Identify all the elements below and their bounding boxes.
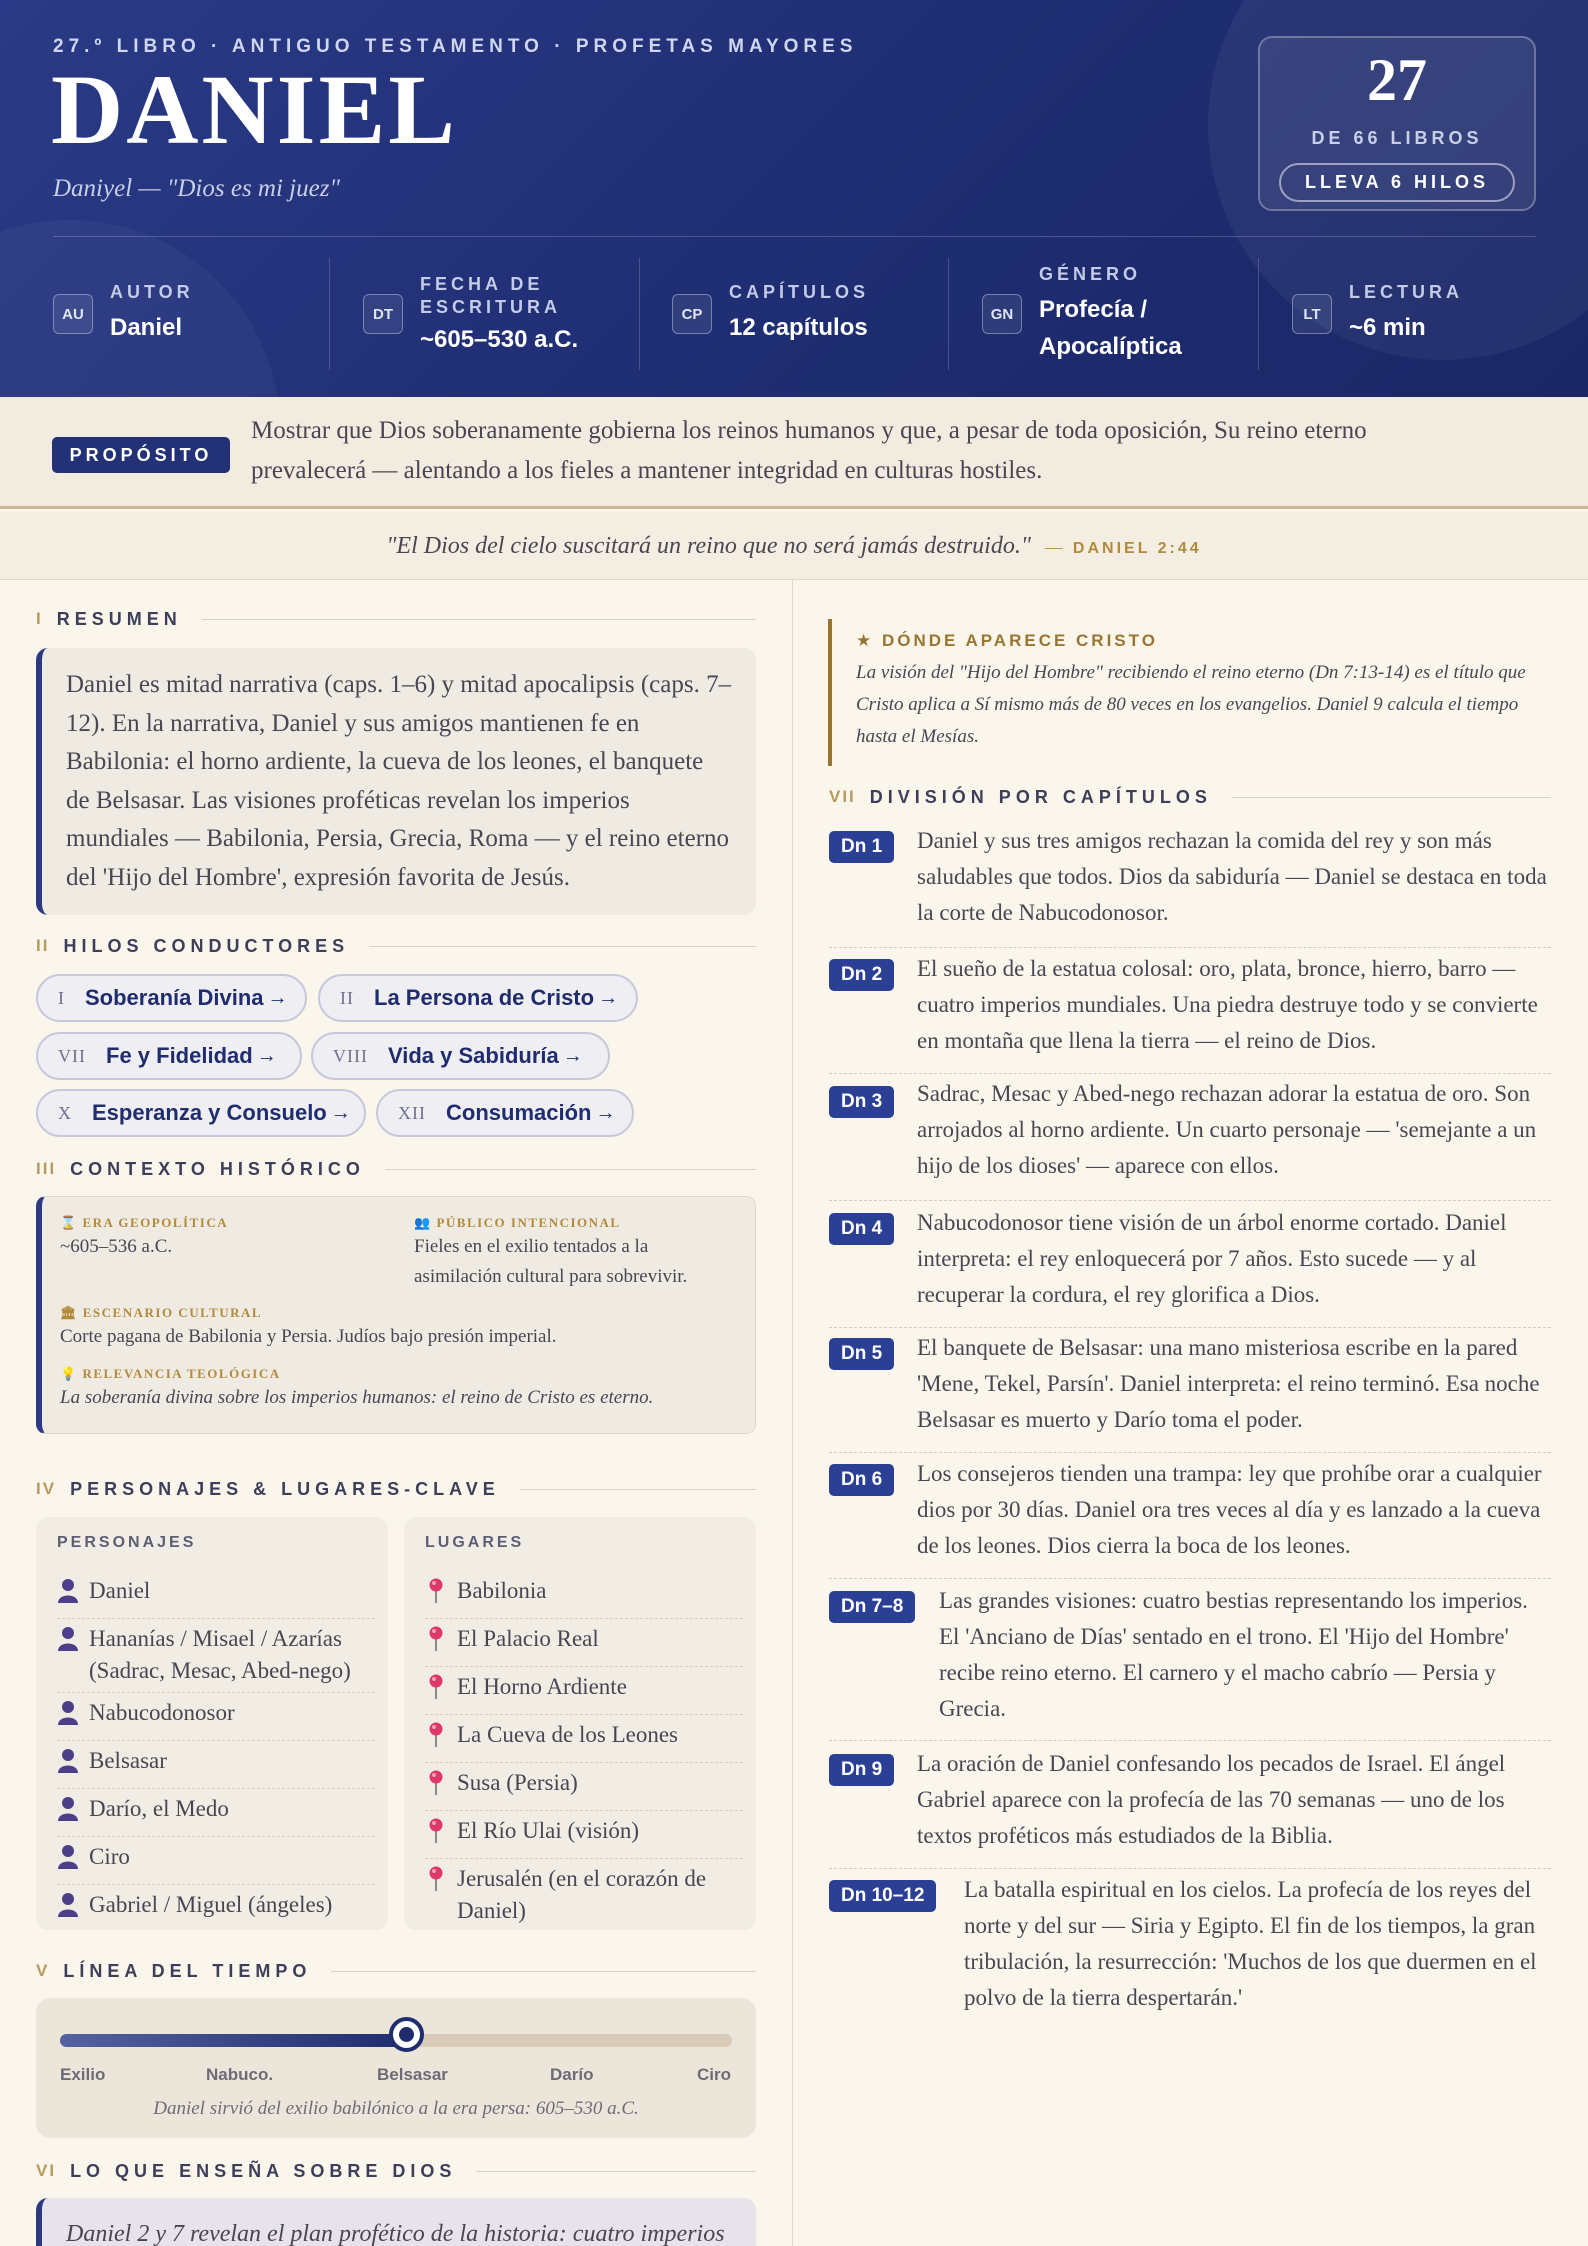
meta-value: ~6 min [1349, 313, 1426, 341]
book-eyebrow: 27.º LIBRO · ANTIGUO TESTAMENTO · PROFETAS MAYORES [53, 36, 858, 57]
meta-value: ~605–530 a.C. [420, 325, 579, 353]
chapter-ref-badge[interactable]: Dn 4 [829, 1213, 894, 1245]
thread-pill[interactable] [36, 974, 307, 1022]
relevance-label: 💡 RELEVANCIA TEOLÓGICA [60, 1366, 281, 1381]
section-header-ensena [36, 2157, 756, 2185]
chapter-summary: Las grandes visiones: cuatro bestias representando los imperios. El 'Anciano de Días' sentado en el trono. El 'Hijo del Hombre' recibe reino eterno. El carnero y el macho cabrío — Persia y Grecia. [939, 1588, 1528, 1721]
map-pin-icon [425, 1767, 453, 1805]
era-text: ~605–536 a.C. [60, 1236, 173, 1257]
key-verse-dash: — [1044, 537, 1063, 557]
place-item [425, 1859, 743, 1932]
chapter-ref-badge[interactable]: Dn 2 [829, 959, 894, 991]
christ-text: La visión del "Hijo del Hombre" recibiendo el reino eterno (Dn 7:13-14) es el título que Cristo aplica a Sí mismo más de 80 veces en los evangelios. Daniel 9 calcula el tiempo hasta el Mesías. [856, 662, 1526, 747]
meta-label: AUTOR [110, 282, 194, 303]
person-item-label: Gabriel / Miguel (ángeles) [89, 1892, 333, 1917]
places-list [425, 1571, 743, 1932]
meta-value: Profecía / Apocalíptica [1039, 295, 1182, 360]
purpose-band [0, 397, 1588, 509]
people-list [57, 1571, 375, 1932]
chapter-summary: Daniel y sus tres amigos rechazan la comida del rey y son más saludables que todos. Dios da sabiduría — Daniel se destaca en toda la corte de Nabucodonosor. [917, 828, 1547, 925]
place-item-label: Jerusalén (en el corazón de Daniel) [457, 1866, 707, 1923]
section-title: LO QUE ENSEÑA SOBRE DIOS [70, 2160, 457, 2181]
timeline-label: Darío [550, 2065, 594, 2084]
place-item [425, 1763, 743, 1811]
chapter-divider [829, 947, 1551, 948]
map-pin-icon [425, 1671, 453, 1709]
person-item [57, 1789, 375, 1837]
section-rule [476, 2171, 756, 2172]
section-number: III [36, 1159, 57, 1178]
place-item [425, 1619, 743, 1667]
person-item [57, 1885, 375, 1932]
section-number: II [36, 936, 50, 955]
meta-label: LECTURA [1349, 282, 1463, 303]
chapter-divider [829, 1073, 1551, 1074]
meta-divider [329, 258, 330, 370]
date-icon: DT [363, 294, 403, 334]
arrow-right-icon: → [330, 1101, 351, 1124]
map-pin-icon [425, 1815, 453, 1853]
section-rule [369, 946, 756, 947]
book-count-of: DE 66 LIBROS [1311, 128, 1483, 148]
meta-value: 12 capítulos [729, 313, 868, 341]
place-item-label: El Palacio Real [457, 1626, 599, 1651]
thread-label: Esperanza y Consuelo [92, 1100, 327, 1125]
chapter-summary: Nabucodonosor tiene visión de un árbol enorme cortado. Daniel interpreta: el rey enloquecerá por 7 años. Esto sucede — y al recuperar la cordura, el rey glorifica a Dios. [917, 1210, 1507, 1307]
book-number: 27 [1367, 47, 1427, 113]
person-item [57, 1619, 375, 1693]
reading-time-icon: LT [1292, 294, 1332, 334]
chapter-ref-badge[interactable]: Dn 5 [829, 1338, 894, 1370]
section-title: RESUMEN [56, 608, 182, 629]
person-icon [57, 1697, 85, 1735]
section-number: VI [36, 2161, 57, 2180]
place-item [425, 1715, 743, 1763]
arrow-right-icon: → [562, 1044, 583, 1067]
temple-icon: 🏛 [60, 1305, 79, 1320]
person-icon [57, 1745, 85, 1783]
section-title: LÍNEA DEL TIEMPO [63, 1960, 312, 1981]
person-item [57, 1837, 375, 1885]
thread-number: XII [398, 1102, 426, 1123]
person-item-label: Ciro [89, 1844, 130, 1869]
person-icon [57, 1841, 85, 1879]
section-rule [331, 1971, 756, 1972]
person-item-label: Daniel [89, 1578, 151, 1603]
map-pin-icon [425, 1719, 453, 1757]
chapter-divider [829, 1452, 1551, 1453]
meta-label: FECHA DE ESCRITURA [420, 274, 562, 318]
historical-context-card [36, 1196, 756, 1434]
map-pin-icon [425, 1863, 453, 1901]
place-item-label: La Cueva de los Leones [457, 1722, 678, 1747]
meta-date [363, 258, 633, 370]
section-number: I [36, 609, 43, 628]
place-item-label: El Río Ulai (visión) [457, 1818, 640, 1843]
timeline-card [36, 1998, 756, 2138]
section-title: PERSONAJES & LUGARES-CLAVE [70, 1478, 500, 1499]
place-item-label: Susa (Persia) [457, 1770, 578, 1795]
genre-icon: GN [982, 294, 1022, 334]
purpose-text: Mostrar que Dios soberanamente gobierna los reinos humanos y que, a pesar de toda oposición, Su reino eterno prevalecerá — alentando a los fieles a mantener integridad en culturas hostiles. [251, 417, 1367, 484]
place-item-label: Babilonia [457, 1578, 547, 1603]
timeline-label: Ciro [697, 2065, 731, 2084]
person-item-label: Darío, el Medo [89, 1796, 229, 1821]
thread-number: VIII [333, 1045, 368, 1066]
section-header-hilos [36, 932, 756, 960]
chapter-ref-badge[interactable]: Dn 9 [829, 1754, 894, 1786]
meta-reading [1292, 258, 1552, 370]
threads-count-pill[interactable]: LLEVA 6 HILOS [1279, 163, 1515, 202]
summary-card: Daniel es mitad narrativa (caps. 1–6) y mitad apocalipsis (caps. 7–12). En la narrativa, Daniel y sus amigos mantienen fe en Babilonia: el horno ardiente, la cueva de los leones, el banquete de Belsasar. Las visiones proféticas revelan los imperios mundiales — Babilonia, Persia, Grecia, Roma — y el reino eterno del 'Hijo del Hombre', expresión favorita de Jesús. [36, 648, 756, 915]
chapter-divider [829, 1578, 1551, 1579]
thread-number: X [58, 1102, 72, 1123]
chapters-icon: CP [672, 294, 712, 334]
chapter-ref-badge[interactable]: Dn 7–8 [829, 1591, 915, 1623]
people-icon: 👥 [414, 1215, 432, 1230]
places-card [404, 1517, 756, 1930]
thread-label: Vida y Sabiduría [387, 1043, 559, 1068]
person-item-label: Belsasar [89, 1748, 167, 1773]
section-rule [520, 1489, 756, 1490]
meta-author [53, 258, 313, 370]
thread-label: Consumación [446, 1100, 592, 1125]
chapter-divider [829, 1327, 1551, 1328]
map-pin-icon [425, 1575, 453, 1613]
person-item-label: Hananías / Misael / Azarías (Sadrac, Mesac, Abed-nego) [89, 1626, 351, 1683]
person-icon [57, 1889, 85, 1927]
section-header-linea [36, 1957, 756, 1985]
person-icon [57, 1623, 85, 1661]
place-item [425, 1811, 743, 1859]
thread-pill[interactable] [318, 974, 638, 1022]
people-card [36, 1517, 388, 1930]
meta-divider [639, 258, 640, 370]
chapter-ref-badge[interactable]: Dn 1 [829, 831, 894, 863]
thread-label: Fe y Fidelidad [106, 1043, 253, 1068]
timeline-label: Nabuco. [206, 2065, 274, 2084]
author-icon: AU [53, 294, 93, 334]
timeline-marker[interactable] [389, 2017, 424, 2052]
meta-genre [982, 258, 1242, 370]
meta-label: CAPÍTULOS [729, 282, 870, 303]
thread-pill[interactable] [36, 1089, 366, 1137]
chapter-divider [829, 1740, 1551, 1741]
book-title: DANIEL [51, 54, 458, 165]
person-item [57, 1571, 375, 1619]
meta-divider [948, 258, 949, 370]
chapter-summary: Los consejeros tienden una trampa: ley que prohíbe orar a cualquier dios por 30 días. Daniel ora tres veces al día y es lanzado a la cueva de los leones. Dios cierra la boca de los leones. [917, 1461, 1542, 1558]
chapter-ref-badge[interactable]: Dn 6 [829, 1464, 894, 1496]
meta-label: GÉNERO [1039, 264, 1142, 285]
arrow-right-icon: → [595, 1101, 616, 1124]
map-pin-icon [425, 1623, 453, 1661]
audience-text: Fieles en el exilio tentados a la asimilación cultural para sobrevivir. [414, 1236, 688, 1287]
chapter-summary: La oración de Daniel confesando los pecados de Israel. El ángel Gabriel aparece con la profecía de las 70 semanas — uno de los textos proféticos más estudiados de la Biblia. [917, 1751, 1506, 1848]
chapter-summary: La batalla espiritual en los cielos. La profecía de los reyes del norte y del sur — Siria y Egipto. El fin de los tiempos, la gran tribulación, la resurrección: 'Muchos de los que duermen en el polvo de la tierra despertarán.' [964, 1877, 1537, 2010]
thread-number: I [58, 987, 65, 1008]
section-header-contexto [36, 1155, 756, 1183]
era-label: ⌛ ERA GEOPOLÍTICA [60, 1215, 229, 1230]
book-header [0, 0, 1588, 397]
chapter-summary: El banquete de Belsasar: una mano misteriosa escribe en la pared 'Mene, Tekel, Parsín'. Daniel interpreta: el reino terminó. Esa noche Belsasar es muerto y Darío toma el poder. [917, 1335, 1540, 1432]
lightbulb-icon: 💡 [60, 1366, 78, 1381]
christ-heading: ★ DÓNDE APARECE CRISTO [856, 631, 1158, 650]
thread-label: Soberanía Divina [85, 985, 264, 1010]
section-number: VII [829, 787, 856, 806]
meta-chapters [672, 258, 932, 370]
place-item-label: El Horno Ardiente [457, 1674, 627, 1699]
section-header-personajes [36, 1475, 756, 1503]
meta-value: Daniel [110, 313, 183, 341]
purpose-tag: PROPÓSITO [52, 437, 230, 473]
key-verse-text: "El Dios del cielo suscitará un reino que no será jamás destruido." [386, 533, 1031, 559]
header-divider [53, 236, 1536, 237]
section-rule [1232, 797, 1551, 798]
arrow-right-icon: → [256, 1044, 277, 1067]
column-divider [792, 580, 793, 2246]
section-rule [385, 1169, 756, 1170]
places-heading: LUGARES [425, 1534, 525, 1551]
setting-text: Corte pagana de Babilonia y Persia. Judíos bajo presión imperial. [60, 1326, 557, 1347]
relevance-text: La soberanía divina sobre los imperios humanos: el reino de Cristo es eterno. [60, 1387, 654, 1408]
chapter-summary: El sueño de la estatua colosal: oro, plata, bronce, hierro, barro — cuatro imperios mundiales. Una piedra destruye todo y se convierte en montaña que llena la tierra — el reino de Dios. [917, 956, 1538, 1053]
place-item [425, 1667, 743, 1715]
teaches-card: Daniel 2 y 7 revelan el plan profético de la historia: cuatro imperios [36, 2198, 756, 2246]
person-item [57, 1741, 375, 1789]
thread-pill[interactable] [36, 1032, 302, 1080]
audience-label: 👥 PÚBLICO INTENCIONAL [414, 1215, 621, 1230]
person-icon [57, 1793, 85, 1831]
key-verse-bar [0, 512, 1588, 580]
section-rule [202, 619, 756, 620]
person-item-label: Nabucodonosor [89, 1700, 235, 1725]
setting-label: 🏛 ESCENARIO CULTURAL [60, 1305, 263, 1320]
key-verse-ref: DANIEL 2:44 [1072, 540, 1202, 557]
thread-label: La Persona de Cristo [374, 985, 595, 1010]
arrow-right-icon: → [267, 986, 288, 1009]
chapter-ref-badge[interactable]: Dn 10–12 [829, 1880, 936, 1912]
thread-number: VII [58, 1045, 86, 1066]
section-title: HILOS CONDUCTORES [63, 935, 350, 956]
section-number: IV [36, 1479, 57, 1498]
place-item [425, 1571, 743, 1619]
book-count-card [1258, 36, 1536, 211]
christ-callout [828, 619, 1533, 766]
meta-divider [1258, 258, 1259, 370]
person-icon [57, 1575, 85, 1613]
timeline-note: Daniel sirvió del exilio babilónico a la era persa: 605–530 a.C. [153, 2098, 639, 2119]
timeline-progress [60, 2034, 406, 2047]
thread-pill[interactable] [376, 1089, 634, 1137]
section-title: CONTEXTO HISTÓRICO [70, 1158, 365, 1179]
section-header-resumen [36, 605, 756, 633]
arrow-right-icon: → [598, 986, 619, 1009]
person-item [57, 1693, 375, 1741]
meta-row [0, 258, 1588, 370]
chapter-summary: Sadrac, Mesac y Abed-nego rechazan adorar la estatua de oro. Son arrojados al horno ardiente. Un cuarto personaje — 'semejante a un hijo de los dioses' — aparece con ellos. [917, 1081, 1537, 1178]
thread-pill[interactable] [311, 1032, 610, 1080]
thread-number: II [340, 987, 354, 1008]
chapter-divider [829, 1868, 1551, 1869]
book-subtitle: Daniyel — "Dios es mi juez" [53, 175, 340, 202]
section-title: DIVISIÓN POR CAPÍTULOS [869, 786, 1212, 807]
chapter-ref-badge[interactable]: Dn 3 [829, 1086, 894, 1118]
hourglass-icon: ⌛ [60, 1215, 78, 1230]
timeline-label: Exilio [60, 2065, 106, 2084]
timeline-label: Belsasar [377, 2065, 448, 2084]
chapter-divider [829, 1200, 1551, 1201]
people-heading: PERSONAJES [57, 1534, 197, 1551]
section-number: V [36, 1961, 50, 1980]
section-header-division [829, 783, 1551, 811]
